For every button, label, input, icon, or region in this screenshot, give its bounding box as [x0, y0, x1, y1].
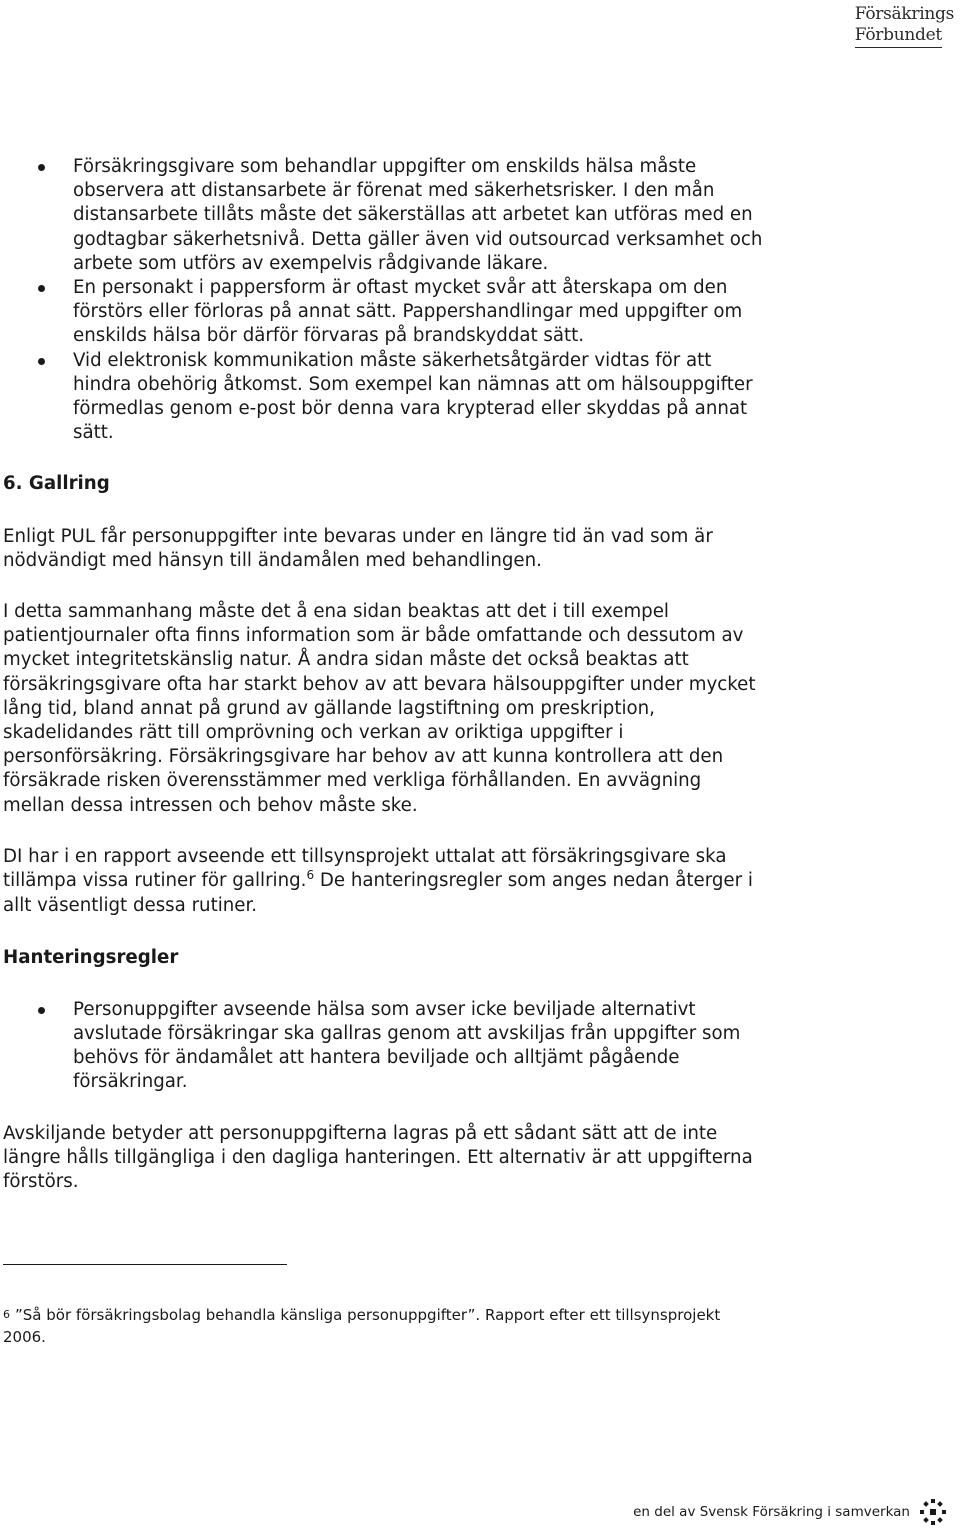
logo-line-2: Förbundet [855, 25, 942, 48]
footnote-reference[interactable]: 6 [306, 868, 315, 883]
paragraph: Avskiljande betyder att personuppgifterna lagras på ett sådant sätt att de inte längre hålls tillgängliga i den dagliga hanteringen. Ett alternativ är att uppgifterna förstörs. [3, 1122, 753, 1192]
paragraph: I detta sammanhang måste det å ena sidan beaktas att det i till exempel patientjournaler ofta finns information som är både omfattande och dessutom av mycket integritetskänslig natur. Å andra sidan måste det också beaktas att försäkringsgivare ofta har starkt behov av att bevara hälsouppgifter under mycket lång tid, bland annat på grund av gällande lagstiftning om preskription, skadelidandes rätt till omprövning och verkan av oriktiga uppgifter i personförsäkring. Försäkringsgivare har behov av att kunna kontrollera att den försäkrade risken överensstämmer med verkliga förhållanden. En avvägning mellan dessa intressen och behov måste ske. [3, 601, 756, 816]
rules-bullet-list [3, 998, 763, 1095]
security-bullet-list [3, 155, 763, 445]
document-body [3, 155, 763, 1348]
list-item: Vid elektronisk kommunikation måste säkerhetsåtgärder vidtas för att hindra obehörig åtkomst. Som exempel kan nämnas att om hälsouppgifter förmedlas genom e-post bör denna vara krypterad eller skyddas på annat sätt. [73, 349, 763, 446]
footnote [3, 1305, 763, 1348]
logo-line-1: Försäkrings [854, 4, 954, 24]
paragraph: Enligt PUL får personuppgifter inte bevaras under en längre tid än vad som är nödvändigt med hänsyn till ändamålen med behandlingen. [3, 525, 713, 571]
paragraph [3, 845, 763, 919]
list-item: Försäkringsgivare som behandlar uppgifter om enskilds hälsa måste observera att distansarbete är förenat med säkerhetsrisker. I den mån distansarbete tillåts måste det säkerställas att arbetet kan utföras med en godtagbar säkerhetsnivå. Detta gäller även vid outsourcad verksamhet och arbete som utförs av exempelvis rådgivande läkare. [73, 155, 763, 276]
footnote-number: 6 [3, 1308, 10, 1322]
page-footer [633, 1499, 946, 1525]
footnote-text: ”Så bör försäkringsbolag behandla känsliga personuppgifter”. Rapport efter ett tillsynsprojekt 2006. [3, 1306, 721, 1347]
footer-text: en del av Svensk Försäkring i samverkan [633, 1504, 910, 1520]
list-item: En personakt i pappersform är oftast mycket svår att återskapa om den förstörs eller förloras på annat sätt. Pappershandlingar med uppgifter om enskilds hälsa bör därför förvaras på brandskyddat sätt. [73, 276, 763, 349]
list-item: Personuppgifter avseende hälsa som avser icke beviljade alternativt avslutade försäkringar ska gallras genom att avskiljas från uppgifter som behövs för ändamålet att hantera beviljade och alltjämt pågående försäkringar. [73, 998, 763, 1095]
subsection-heading: Hanteringsregler [3, 947, 179, 969]
footnote-separator [3, 1264, 287, 1265]
forsakringsforbundet-logo [855, 4, 954, 48]
paragraph-text: DI har i en rapport avseende ett tillsynsprojekt uttalat att försäkringsgivare ska tillämpa vissa rutiner för gallring. [3, 845, 727, 892]
section-heading: 6. Gallring [3, 473, 110, 495]
svensk-forsakring-logo-icon [920, 1499, 946, 1525]
paragraph-text: De hanteringsregler som anges nedan återger i allt väsentligt dessa rutiner. [3, 870, 753, 917]
